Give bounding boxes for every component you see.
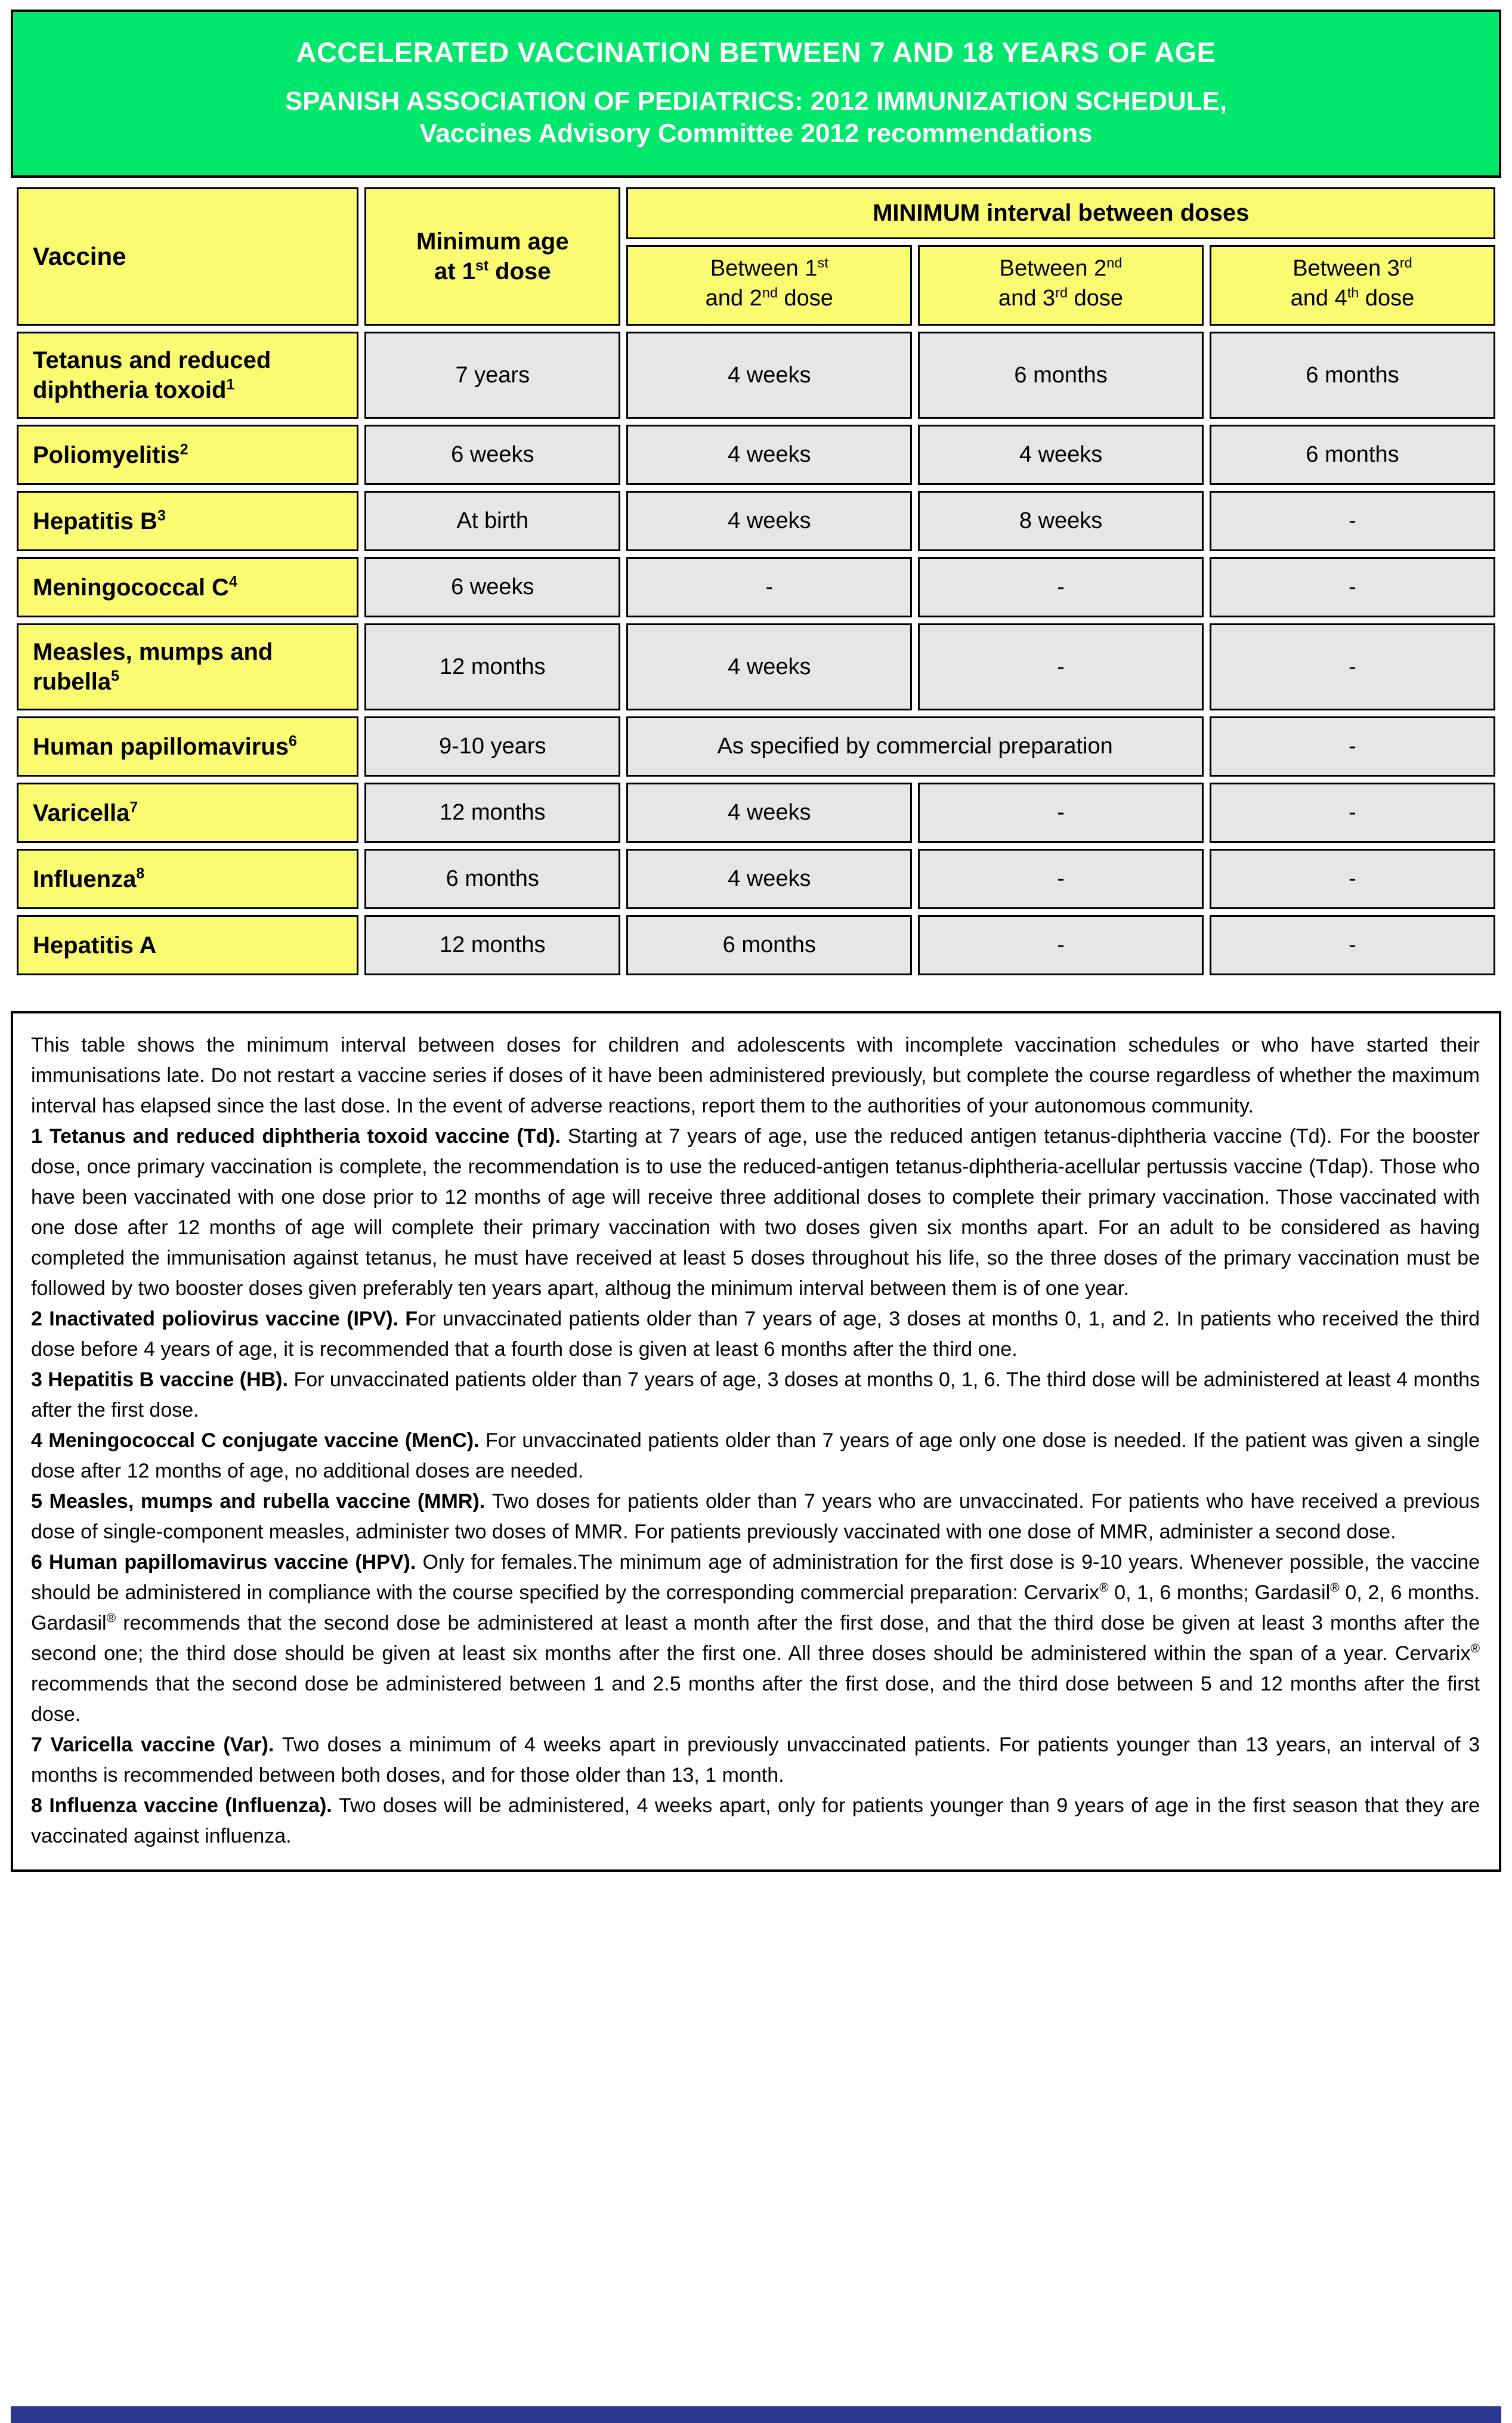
vaccine-footnote-ref: 7 <box>129 799 138 816</box>
dose-interval-cell: 8 weeks <box>918 491 1204 551</box>
vaccine-footnote-ref: 4 <box>228 574 237 591</box>
min-age-cell: At birth <box>364 491 620 551</box>
footnote-lead: 5 Measles, mumps and rubella vaccine (MMR). <box>31 1490 492 1513</box>
vaccine-name-cell <box>17 491 358 551</box>
min-age-cell: 12 months <box>364 915 620 975</box>
footnote-4 <box>31 1426 1480 1486</box>
vaccine-footnote-ref: 2 <box>180 441 188 458</box>
vaccination-table <box>11 181 1501 981</box>
interval-2-3-line2: and 3rd dose <box>998 285 1124 311</box>
notes-section <box>11 1011 1501 1872</box>
vaccine-name-cell <box>17 716 358 777</box>
table-row <box>17 915 1495 975</box>
interval-1-2-line1: Between 1st <box>710 255 828 282</box>
footnote-lead: 4 Meningococcal C conjugate vaccine (MenC). <box>31 1429 486 1452</box>
table-row <box>17 425 1495 485</box>
footnote-5 <box>31 1486 1480 1547</box>
dose-interval-cell: - <box>918 623 1204 710</box>
footnote-1 <box>31 1121 1480 1304</box>
dose-interval-cell: 4 weeks <box>626 332 912 419</box>
table-row <box>17 849 1495 909</box>
vaccine-name: Human papillomavirus <box>33 733 289 760</box>
footnote-8 <box>31 1791 1480 1852</box>
document-header <box>11 10 1501 178</box>
dose-interval-cell: 4 weeks <box>626 783 912 843</box>
dose-interval-cell: - <box>1210 915 1495 975</box>
table-header <box>17 187 1495 326</box>
interval-1-2-header <box>626 245 912 326</box>
footnote-lead: 7 Varicella vaccine (Var). <box>31 1733 282 1757</box>
dose-interval-cell: - <box>918 849 1204 909</box>
table-row <box>17 716 1495 777</box>
footnote-lead: 6 Human papillomavirus vaccine (HPV). <box>31 1551 423 1574</box>
dose-interval-cell: 6 months <box>626 915 912 975</box>
vaccine-footnote-ref: 3 <box>157 508 166 524</box>
interval-1-2-line2: and 2nd dose <box>705 285 833 311</box>
dose-interval-cell: 4 weeks <box>626 623 912 710</box>
vaccine-name-cell <box>17 849 358 909</box>
footnote-2 <box>31 1304 1480 1365</box>
dose-interval-cell: 4 weeks <box>626 425 912 485</box>
table-body <box>17 332 1495 975</box>
interval-group-header: MINIMUM interval between doses <box>626 187 1495 239</box>
dose-interval-cell: - <box>626 557 912 617</box>
dose-interval-cell: - <box>1210 557 1495 617</box>
header-row-1 <box>17 187 1495 239</box>
table-row <box>17 783 1495 843</box>
footnote-text: Two doses for patients older than 7 years who are unvaccinated. For patients who have received a previous dose of single-component measles, administer two doses of MMR. For patients previously vaccinated with one dose of MMR, administer a second dose. <box>31 1490 1480 1544</box>
min-age-cell: 7 years <box>364 332 620 419</box>
vaccine-footnote-ref: 5 <box>111 668 119 685</box>
table-row <box>17 332 1495 419</box>
min-age-cell: 6 weeks <box>364 425 620 485</box>
interval-3-4-line2: and 4th dose <box>1290 285 1415 311</box>
vaccine-footnote-ref: 8 <box>136 866 145 882</box>
dose-interval-cell: - <box>1210 623 1495 710</box>
vaccine-column-header: Vaccine <box>17 187 358 326</box>
dose-interval-cell: 6 months <box>1210 425 1495 485</box>
bottom-blue-bar <box>11 2406 1501 2423</box>
footnote-text: Two doses will be administered, 4 weeks apart, only for patients younger than 9 years of age in the first season that they are vaccinated against influenza. <box>31 1794 1480 1848</box>
document-title: ACCELERATED VACCINATION BETWEEN 7 AND 18 YEARS OF AGE <box>296 36 1216 68</box>
min-age-cell: 12 months <box>364 783 620 843</box>
dose-interval-cell: - <box>1210 491 1495 551</box>
dose-interval-cell: 4 weeks <box>626 849 912 909</box>
vaccine-name-cell <box>17 425 358 485</box>
dose-interval-cell-span: As specified by commercial preparation <box>626 716 1204 777</box>
dose-interval-cell: - <box>1210 783 1495 843</box>
footnote-lead: 2 Inactivated poliovirus vaccine (IPV). F <box>31 1308 418 1331</box>
dose-interval-cell: 6 months <box>918 332 1204 419</box>
footnote-text: Two doses a minimum of 4 weeks apart in previously unvaccinated patients. For patients younger than 13 years, an interval of 3 months is recommended between both doses, and for those older than 13, 1 month. <box>31 1733 1480 1787</box>
table-row <box>17 623 1495 710</box>
footnote-lead: 1 Tetanus and reduced diphtheria toxoid vaccine (Td). <box>31 1125 568 1148</box>
vaccine-name: Measles, mumps and rubella <box>33 639 273 696</box>
interval-3-4-line1: Between 3rd <box>1293 255 1412 282</box>
dose-interval-cell: 6 months <box>1210 332 1495 419</box>
footnote-3 <box>31 1365 1480 1426</box>
footnote-lead: 3 Hepatitis B vaccine (HB). <box>31 1368 294 1392</box>
min-age-cell: 6 weeks <box>364 557 620 617</box>
vaccine-name: Hepatitis B <box>33 508 157 534</box>
interval-2-3-line1: Between 2nd <box>999 255 1123 282</box>
footnote-text: For unvaccinated patients older than 7 years of age only one dose is needed. If the patient was given a single dose after 12 months of age, no additional doses are needed. <box>31 1429 1480 1483</box>
vaccine-name-cell <box>17 915 358 975</box>
footnote-7 <box>31 1730 1480 1791</box>
notes-intro: This table shows the minimum interval between doses for children and adolescents with incomplete vaccination schedules or who have started their immunisations late. Do not restart a vaccine series if doses of it have been administered previously, but complete the course regardless of whether the maximum interval has elapsed since the last dose. In the event of adverse reactions, report them to the authorities of your autonomous community. <box>31 1034 1480 1118</box>
document-subtitle-2: Vaccines Advisory Committee 2012 recommendations <box>419 118 1093 148</box>
vaccine-name-cell <box>17 783 358 843</box>
dose-interval-cell: - <box>1210 849 1495 909</box>
min-age-cell: 9-10 years <box>364 716 620 777</box>
dose-interval-cell: - <box>918 557 1204 617</box>
min-age-line1: Minimum age <box>416 228 569 255</box>
vaccine-name-cell <box>17 332 358 419</box>
dose-interval-cell: 4 weeks <box>918 425 1204 485</box>
dose-interval-cell: - <box>918 915 1204 975</box>
footnote-text: or unvaccinated patients older than 7 years of age, 3 doses at months 0, 1, and 2. In patients who received the third dose before 4 years of age, it is recommended that a fourth dose is given at least 6 months after the third one. <box>31 1308 1480 1361</box>
dose-interval-cell: - <box>1210 716 1495 777</box>
vaccine-footnote-ref: 6 <box>288 733 297 750</box>
footnote-lead: 8 Influenza vaccine (Influenza). <box>31 1794 339 1818</box>
vaccine-name: Varicella <box>33 799 130 826</box>
table-row <box>17 491 1495 551</box>
vaccine-name: Poliomyelitis <box>33 441 180 468</box>
min-age-column-header <box>364 187 620 326</box>
footnote-6 <box>31 1547 1480 1730</box>
footnote-text: For unvaccinated patients older than 7 years of age, 3 doses at months 0, 1, 6. The third dose will be administered at least 4 months after the first dose. <box>31 1368 1480 1422</box>
vaccine-name: Influenza <box>33 866 137 892</box>
document-subtitle-1: SPANISH ASSOCIATION OF PEDIATRICS: 2012 IMMUNIZATION SCHEDULE, <box>285 86 1227 116</box>
interval-3-4-header <box>1210 245 1495 326</box>
footnote-text: Only for females.The minimum age of administration for the first dose is 9-10 years. Whenever possible, the vaccine should be administered in compliance with the course specified by the corresponding commercial preparation: Cervarix® 0, 1, 6 months; Gardasil® 0, 2, 6 months. Gardasil® recommends that the second dose be administered at least a month after the first dose, and that the third dose be given at least 3 months after the second one; the third dose should be given at least six months after the first one. All three doses should be administered within the span of a year. Cervarix® recommends that the second dose be administered between 1 and 2.5 months after the first dose, and the third dose between 5 and 12 months after the first dose. <box>31 1551 1480 1726</box>
dose-interval-cell: 4 weeks <box>626 491 912 551</box>
vaccine-name: Tetanus and reduced diphtheria toxoid <box>33 347 271 404</box>
interval-2-3-header <box>918 245 1204 326</box>
vaccine-name-cell <box>17 557 358 617</box>
vaccine-name-cell <box>17 623 358 710</box>
dose-interval-cell: - <box>918 783 1204 843</box>
vaccine-name: Meningococcal C <box>33 574 229 601</box>
footnote-text: Starting at 7 years of age, use the reduced antigen tetanus-diphtheria vaccine (Td). For the booster dose, once primary vaccination is complete, the recommendation is to use the reduced-antigen tetanus-diphtheria-acellular pertussis vaccine (Tdap). Those who have been vaccinated with one dose prior to 12 months of age will receive three additional doses to complete their primary vaccination. Those vaccinated with one dose after 12 months of age will complete their primary vaccination with two doses given six months apart. For an adult to be considered as having completed the immunisation against tetanus, he must have received at least 5 doses throughout his life, so the three doses of the primary vaccination must be followed by two booster doses given preferably ten years apart, althoug the minimum interval between them is of one year. <box>31 1125 1480 1300</box>
vaccine-footnote-ref: 1 <box>226 376 235 393</box>
min-age-cell: 6 months <box>364 849 620 909</box>
min-age-cell: 12 months <box>364 623 620 710</box>
vaccine-name: Hepatitis A <box>33 932 157 959</box>
table-row <box>17 557 1495 617</box>
min-age-line2: at 1st dose <box>434 258 551 285</box>
